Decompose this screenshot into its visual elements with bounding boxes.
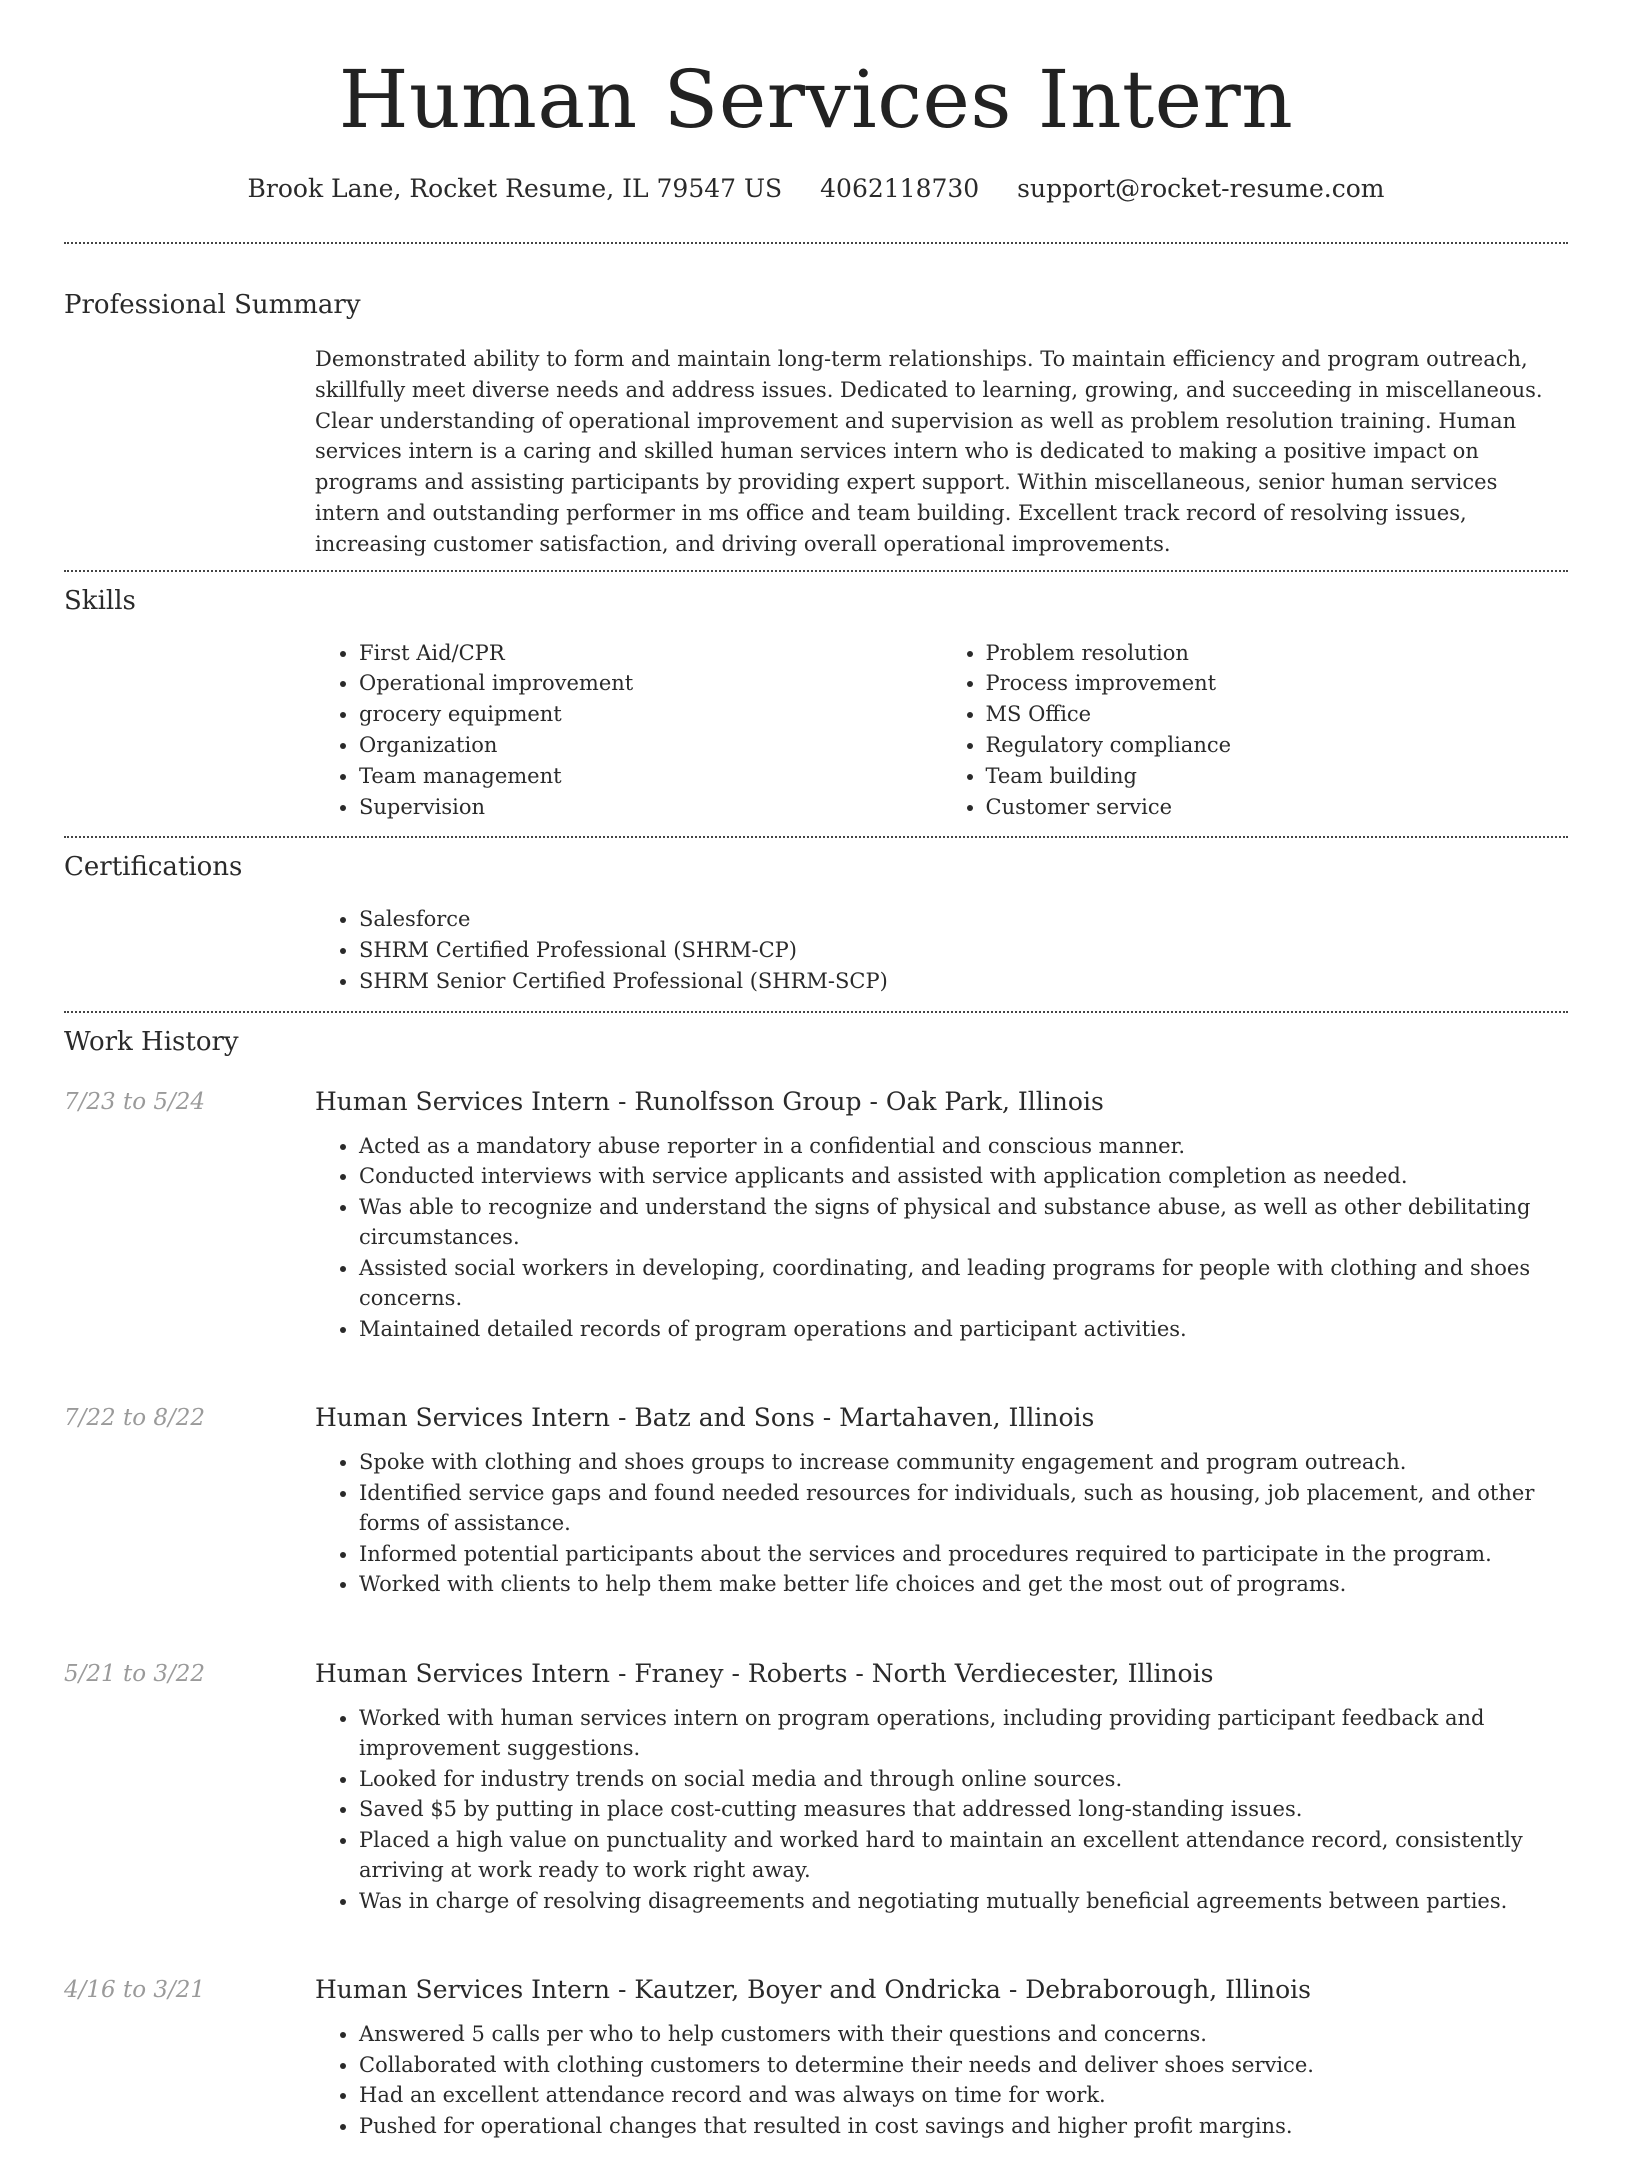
certifications-section (64, 838, 1568, 1010)
skills-list-left (315, 638, 942, 823)
job-bullet: • Was in charge of resolving disagreements and negotiating mutually beneficial agreements between parties. (359, 1886, 1568, 1917)
skill-item: • MS Office (986, 699, 1569, 730)
skill-item: • Operational improvement (359, 668, 942, 699)
skill-item: • Team management (359, 761, 942, 792)
job-bullet: • Maintained detailed records of program operations and participant activities. (359, 1314, 1568, 1345)
certifications-content (315, 904, 1568, 1010)
skill-item: • Organization (359, 730, 942, 761)
job-bullet: • Identified service gaps and found needed resources for individuals, such as housing, job placement, and other forms of assistance. (359, 1478, 1568, 1539)
job-bullet: • Was able to recognize and understand the signs of physical and substance abuse, as well as other debilitating circumstances. (359, 1192, 1568, 1253)
certification-item: • SHRM Senior Certified Professional (SHRM-SCP) (359, 966, 1568, 997)
contact-address: Brook Lane, Rocket Resume, IL 79547 US (247, 174, 783, 203)
section-title-certifications: Certifications (64, 852, 243, 883)
job-bullet: • Answered 5 calls per who to help customers with their questions and concerns. (359, 2019, 1568, 2050)
skill-item: • Supervision (359, 792, 942, 823)
skills-section (64, 572, 1568, 837)
skill-item: • Team building (986, 761, 1569, 792)
job-bullet: • Conducted interviews with service applicants and assisted with application completion as needed. (359, 1161, 1568, 1192)
skills-list-right (942, 638, 1569, 823)
skill-item: • Process improvement (986, 668, 1569, 699)
job-title: Human Services Intern - Runolfsson Group - Oak Park, Illinois (315, 1086, 1104, 1116)
job-body (315, 1085, 1568, 1366)
job-body (315, 1973, 1568, 2162)
candidate-name: Human Services Intern (338, 53, 1294, 146)
job-entry (64, 1973, 1568, 2162)
contact-line (64, 172, 1568, 206)
certification-item: • SHRM Certified Professional (SHRM-CP) (359, 935, 1568, 966)
skill-item: • Customer service (986, 792, 1569, 823)
section-title-summary: Professional Summary (64, 290, 361, 320)
job-entry (64, 1657, 1568, 1938)
contact-email[interactable]: support@rocket-resume.com (1017, 174, 1385, 203)
skill-item: • Problem resolution (986, 638, 1569, 669)
job-bullet: • Informed potential participants about the services and procedures required to participate in the program. (359, 1539, 1568, 1570)
summary-section (64, 244, 1568, 570)
certifications-list (315, 904, 1568, 996)
job-title: Human Services Intern - Kautzer, Boyer and Ondricka - Debraborough, Illinois (315, 1975, 1311, 2005)
section-title-skills: Skills (64, 585, 136, 616)
job-bullet: • Worked with clients to help them make better life choices and get the most out of programs. (359, 1569, 1568, 1600)
job-date: 7/23 to 5/24 (64, 1088, 206, 1115)
job-date: 4/16 to 3/21 (64, 1977, 206, 2004)
summary-text: Demonstrated ability to form and maintain long-term relationships. To maintain efficiency and program outreach, skillfully meet diverse needs and address issues. Dedicated to learning, growing, and succeeding in miscellaneous. Clear understanding of operational improvement and supervision as well as problem resolution training. Human services intern is a caring and skilled human services intern who is dedicated to making a positive impact on programs and assisting participants by providing expert support. Within miscellaneous, senior human services intern and outstanding performer in ms office and team building. Excellent track record of resolving issues, increasing customer satisfaction, and driving overall operational improvements. (315, 347, 1543, 556)
job-bullet: • Collaborated with clothing customers to determine their needs and deliver shoes service. (359, 2050, 1568, 2081)
job-bullets (315, 1447, 1568, 1600)
job-entry (64, 1085, 1568, 1366)
job-entry (64, 1401, 1568, 1621)
job-body (315, 1657, 1568, 1938)
job-bullet: • Pushed for operational changes that resulted in cost savings and higher profit margins. (359, 2111, 1568, 2142)
skill-item: • Regulatory compliance (986, 730, 1569, 761)
job-bullet: • Assisted social workers in developing, coordinating, and leading programs for people with clothing and shoes concerns. (359, 1253, 1568, 1314)
job-bullet: • Acted as a mandatory abuse reporter in a confidential and conscious manner. (359, 1131, 1568, 1162)
job-bullet: • Saved $5 by putting in place cost-cutting measures that addressed long-standing issues. (359, 1794, 1568, 1825)
section-title-work-history: Work History (64, 1026, 239, 1057)
job-bullet: • Had an excellent attendance record and was always on time for work. (359, 2080, 1568, 2111)
job-body (315, 1401, 1568, 1621)
job-bullet: • Worked with human services intern on program operations, including providing participant feedback and improvement suggestions. (359, 1703, 1568, 1764)
job-title: Human Services Intern - Franey - Roberts - North Verdiecester, Illinois (315, 1658, 1214, 1688)
job-date: 7/22 to 8/22 (64, 1405, 206, 1432)
skill-item: • First Aid/CPR (359, 638, 942, 669)
job-bullets (315, 2019, 1568, 2141)
job-bullet: • Looked for industry trends on social media and through online sources. (359, 1764, 1568, 1795)
contact-phone: 4062118730 (820, 174, 980, 203)
skill-item: • grocery equipment (359, 699, 942, 730)
certification-item: • Salesforce (359, 904, 1568, 935)
job-date: 5/21 to 3/22 (64, 1660, 206, 1687)
job-bullets (315, 1131, 1568, 1345)
skills-columns (315, 638, 1568, 837)
job-bullet: • Spoke with clothing and shoes groups to increase community engagement and program outreach. (359, 1447, 1568, 1478)
work-history-section (64, 1013, 1568, 2162)
job-bullet: • Placed a high value on punctuality and worked hard to maintain an excellent attendance record, consistently arriving at work ready to work right away. (359, 1825, 1568, 1886)
job-title: Human Services Intern - Batz and Sons - Martahaven, Illinois (315, 1403, 1095, 1433)
job-bullets (315, 1703, 1568, 1917)
